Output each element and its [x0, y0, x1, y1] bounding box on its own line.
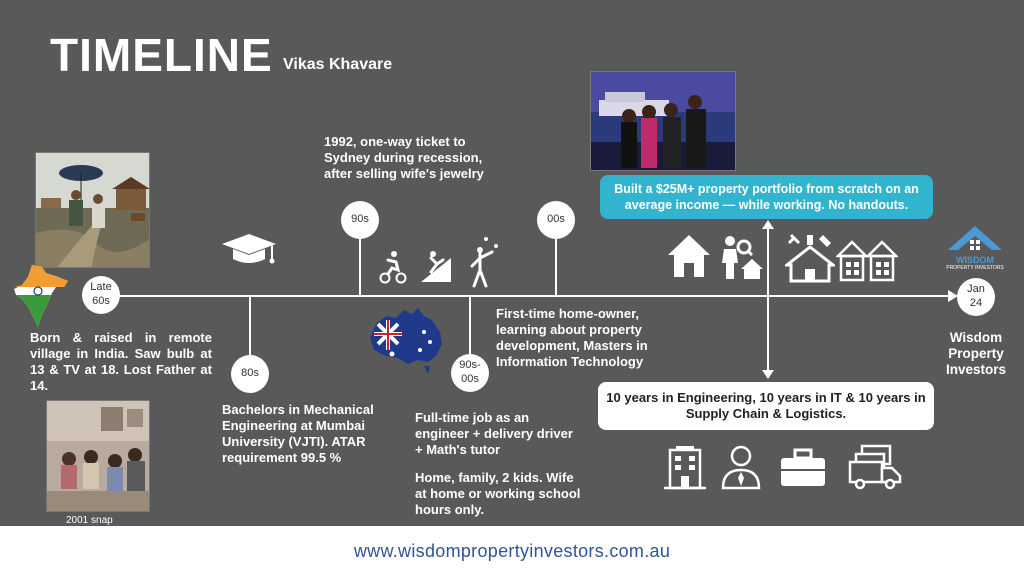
milestone-80s-stem — [249, 297, 251, 357]
timeline-axis — [95, 295, 950, 297]
milestone-90s-text: 1992, one-way ticket to Sydney during recession, after selling wife's jewelry — [324, 134, 484, 181]
family-cruise-photo — [590, 71, 736, 171]
milestone-jan-24: Jan 24 — [957, 278, 995, 316]
logo-brand: WISDOM — [956, 255, 994, 265]
delivery-trucks-icon — [848, 444, 904, 490]
milestone-late-60s-text: Born & raised in remote village in India. Saw bulb at 13 & TV at 18. Lost Father at 14. — [30, 330, 212, 393]
briefcase-icon — [779, 448, 827, 488]
renovation-icon — [785, 233, 835, 283]
office-building-icon — [662, 444, 708, 490]
career-arrow-line — [767, 226, 769, 372]
cycling-icon — [378, 250, 408, 284]
career-arrow-down — [762, 370, 774, 379]
india-map-icon — [12, 263, 70, 331]
milestone-90s-00s-stem — [469, 297, 471, 355]
village-painting-image — [35, 152, 150, 268]
milestone-00s-text: First-time home-owner, learning about property development, Masters in Information Technology — [496, 306, 648, 369]
milestone-90s-stem — [359, 239, 361, 296]
milestone-90s-00s: 90s- 00s — [451, 354, 489, 392]
wisdom-logo — [940, 224, 1010, 270]
career-callout: 10 years in Engineering, 10 years in IT & 10 years in Supply Chain & Logistics. — [598, 382, 934, 430]
portfolio-callout: Built a $25M+ property portfolio from scratch on an average income — while working. No handouts. — [600, 175, 933, 219]
career-arrow-up — [762, 220, 774, 229]
townhouses-icon — [836, 240, 898, 282]
milestone-00s: 00s — [537, 201, 575, 239]
website-link[interactable]: www.wisdompropertyinvestors.com.au — [353, 540, 671, 561]
page-subtitle: Vikas Khavare — [283, 56, 393, 73]
graduation-cap-icon — [220, 232, 278, 268]
juggling-icon — [466, 236, 502, 288]
milestone-00s-stem — [555, 239, 557, 296]
businessman-icon — [719, 444, 763, 490]
page-title: TIMELINE — [50, 29, 273, 81]
footer — [0, 526, 1024, 576]
house-icon — [666, 233, 712, 279]
milestone-jan-24-text: Wisdom Property Investors — [945, 330, 1007, 377]
australia-map-icon — [366, 304, 446, 376]
photo-caption: 2001 snap — [66, 515, 113, 526]
milestone-80s: 80s — [231, 355, 269, 393]
logo-tagline: PROPERTY INVESTORS — [946, 265, 1004, 271]
milestone-80s-text: Bachelors in Mechanical Engineering at Mumbai University (VJTI). ATAR requirement 99.5 % — [222, 402, 374, 465]
milestone-90s-00s-family-text: Home, family, 2 kids. Wife at home or working school hours only. — [415, 470, 581, 517]
family-2001-photo — [46, 400, 150, 512]
milestone-90s-00s-text: Full-time job as an engineer + delivery driver + Math's tutor — [415, 410, 573, 457]
milestone-late-60s: Late 60s — [82, 276, 120, 314]
house-search-icon — [716, 233, 764, 281]
milestone-90s: 90s — [341, 201, 379, 239]
climbing-icon — [419, 248, 453, 284]
